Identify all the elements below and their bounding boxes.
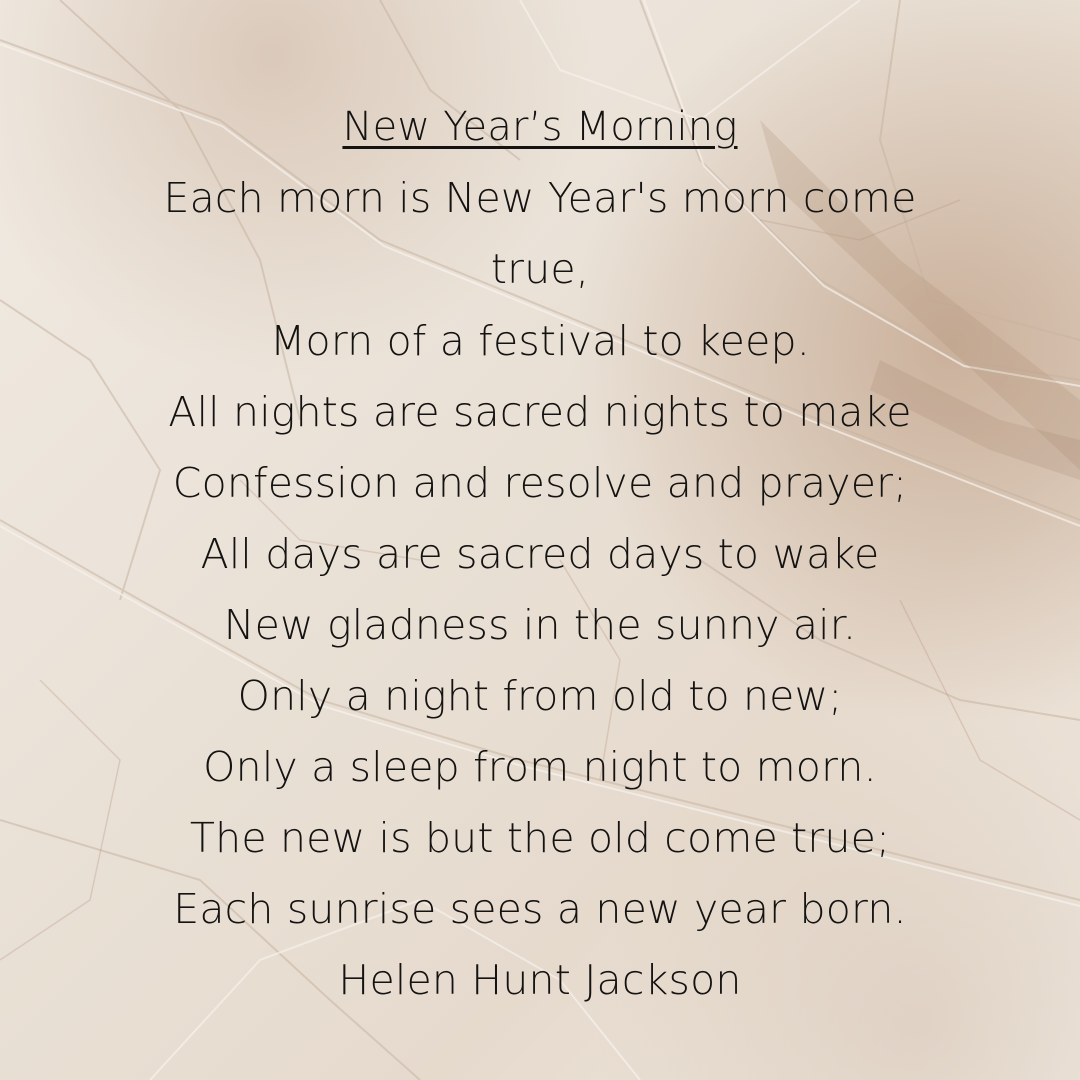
poem-line: New gladness in the sunny air.	[223, 601, 857, 649]
poem-title: New Year’s Morning	[342, 104, 738, 150]
poem-line: Confession and resolve and prayer;	[172, 459, 908, 507]
poem-line: Each sunrise sees a new year born.	[173, 885, 907, 933]
poem-line: All days are sacred days to wake	[200, 530, 880, 578]
poem-line: All nights are sacred nights to make	[168, 388, 912, 436]
poem-line: The new is but the old come true;	[189, 814, 891, 862]
poem-line: Only a night from old to new;	[237, 672, 843, 720]
poem-line: true,	[490, 245, 590, 293]
poem-author: Helen Hunt Jackson	[338, 956, 742, 1004]
poem-line: Each morn is New Year's morn come	[163, 174, 917, 222]
poem-line: Only a sleep from night to morn.	[203, 743, 877, 791]
poem-line: Morn of a festival to keep.	[269, 317, 810, 365]
